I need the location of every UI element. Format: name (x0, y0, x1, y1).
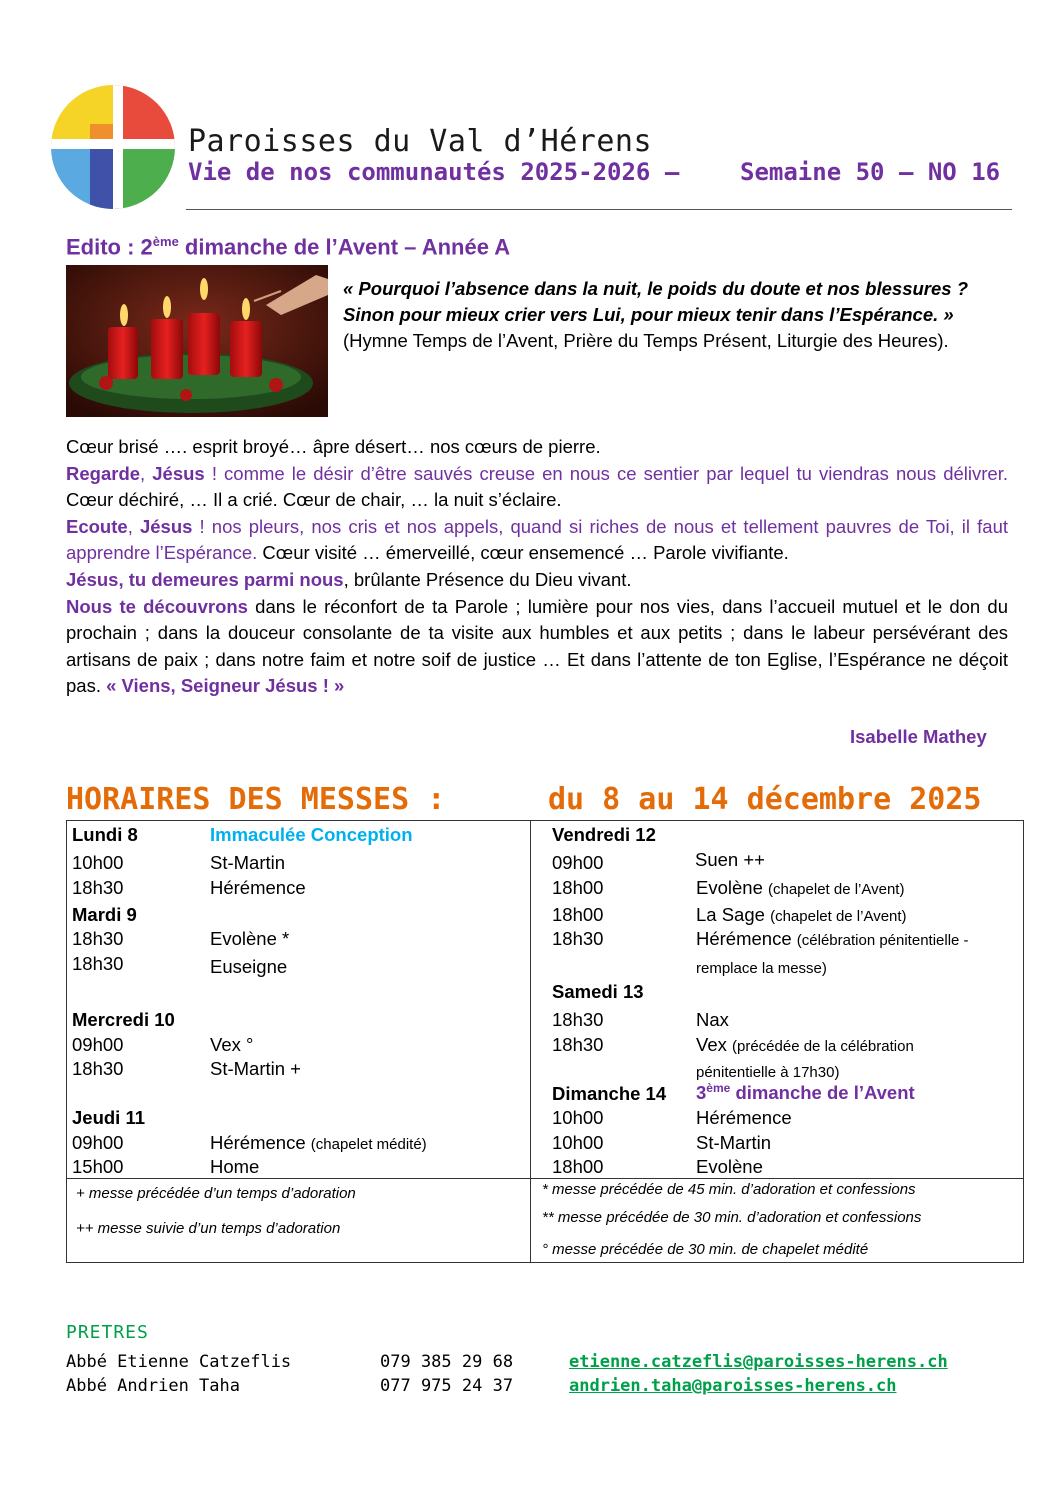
mass-row: 09h00 (552, 852, 604, 873)
mass-row: 18h30 (72, 953, 124, 974)
priest-email-link[interactable]: andrien.taha@paroisses-herens.ch (569, 1376, 897, 1396)
edito-paragraph: Jésus, tu demeures parmi nous, brûlante Présence du Dieu vivant. (66, 568, 632, 590)
bulletin-subtitle: Vie de nos communautés 2025-2026 – (188, 158, 680, 186)
feast-avent: 3ème dimanche de l’Avent (696, 1081, 915, 1104)
day-samedi: Samedi 13 (552, 981, 644, 1002)
mass-row: 18h30 (552, 928, 604, 949)
mass-row: 10h00 (552, 1107, 604, 1128)
mass-place: Evolène (chapelet de l’Avent) (696, 877, 905, 898)
priests-title: PRETRES (66, 1322, 149, 1343)
day-dimanche: Dimanche 14 (552, 1083, 667, 1104)
mass-note: pénitentielle à 17h30) (696, 1064, 840, 1081)
priest-phone[interactable]: 079 385 29 68 (380, 1352, 514, 1372)
day-lundi: Lundi 8 (72, 824, 138, 845)
mass-schedule-dates: du 8 au 14 décembre 2025 (548, 782, 982, 817)
note-plus: + messe précédée d’un temps d’adoration (76, 1185, 356, 1202)
edito-quote (343, 276, 1008, 354)
note-degree: ° messe précédée de 30 min. de chapelet médité (542, 1241, 869, 1258)
priest-phone[interactable]: 077 975 24 37 (380, 1376, 514, 1396)
day-jeudi: Jeudi 11 (72, 1107, 146, 1128)
schedule-column-divider (530, 820, 531, 1263)
mass-place: St-Martin + (210, 1058, 301, 1079)
mass-place: Hérémence (chapelet médité) (210, 1132, 427, 1153)
note-starstar: ** messe précédée de 30 min. d’adoration et confessions (542, 1209, 922, 1226)
mass-place: Suen ++ (695, 849, 765, 870)
priest-email-link[interactable]: etienne.catzeflis@paroisses-herens.ch (569, 1352, 948, 1372)
mass-row: 18h30 (552, 1034, 604, 1055)
mass-place: Evolène (696, 1156, 763, 1177)
mass-row: 18h00 (552, 877, 604, 898)
mass-place: Home (210, 1156, 260, 1177)
mass-row: 09h00 (72, 1132, 124, 1153)
mass-row: 18h30 (552, 1009, 604, 1030)
edito-paragraph: Ecoute, Jésus ! nos pleurs, nos cris et nos appels, quand si riches de nous et tellement pauvres de Toi, il faut apprendre l’Espérance. Cœur visité … émerveillé, cœur ensemencé … Parole vivifiante. (66, 515, 1009, 564)
mass-place: St-Martin (696, 1132, 772, 1153)
mass-row: 09h00 (72, 1034, 124, 1055)
mass-row: 18h00 (552, 904, 604, 925)
mass-place: St-Martin (210, 852, 286, 873)
mass-row: 18h30 (72, 877, 124, 898)
mass-place: Euseigne (210, 956, 288, 977)
mass-note: remplace la messe) (696, 960, 827, 977)
mass-place: Hérémence (célébration pénitentielle - (696, 928, 969, 949)
parish-title: Paroisses du Val d’Hérens (188, 124, 653, 159)
day-mardi: Mardi 9 (72, 904, 137, 925)
mass-place: Vex ° (210, 1034, 254, 1055)
week-label: Semaine 50 – (740, 158, 928, 186)
quote-source: (Hymne Temps de l’Avent, Prière du Temps Présent, Liturgie des Heures). (343, 330, 949, 351)
parish-cross-logo-icon (50, 84, 176, 210)
quote-line-1: « Pourquoi l’absence dans la nuit, le poids du doute et nos blessures ? (343, 278, 968, 299)
issue-number: NO 16 (927, 158, 1001, 186)
edito-signature: Isabelle Mathey (850, 726, 987, 747)
edito-title: Edito : 2ème dimanche de l’Avent – Année A (66, 234, 511, 260)
mass-place: Hérémence (210, 877, 306, 898)
priest-name: Abbé Andrien Taha (66, 1376, 240, 1396)
note-plusplus: ++ messe suivie d’un temps d’adoration (76, 1220, 341, 1237)
mass-row: 10h00 (552, 1132, 604, 1153)
mass-place: Evolène * (210, 928, 290, 949)
mass-place: La Sage (chapelet de l’Avent) (696, 904, 907, 925)
header-divider (186, 209, 1012, 210)
schedule-notes-divider (66, 1178, 1024, 1179)
note-star: * messe précédée de 45 min. d’adoration et confessions (542, 1181, 916, 1198)
edito-paragraph: Regarde, Jésus ! comme le désir d’être sauvés creuse en nous ce sentier par lequel tu viendras nous délivrer. Cœur déchiré, … Il a crié. Cœur de chair, … la nuit s’éclaire. (66, 462, 1008, 511)
mass-place: Vex (précédée de la célébration (696, 1034, 914, 1055)
mass-schedule-title: HORAIRES DES MESSES : (66, 782, 446, 817)
mass-row: 15h00 (72, 1156, 124, 1177)
day-mercredi: Mercredi 10 (72, 1009, 175, 1030)
mass-place: Nax (696, 1009, 729, 1030)
edito-paragraph: Cœur brisé …. esprit broyé… âpre désert… nos cœurs de pierre. (66, 436, 601, 457)
quote-line-2: Sinon pour mieux crier vers Lui, pour mieux tenir dans l’Espérance. » (343, 304, 954, 325)
mass-row: 18h00 (552, 1156, 604, 1177)
mass-place: Hérémence (696, 1107, 792, 1128)
mass-row: 18h30 (72, 1058, 124, 1079)
advent-wreath-candles-image (66, 265, 328, 417)
week-number (740, 158, 1000, 186)
priest-name: Abbé Etienne Catzeflis (66, 1352, 292, 1372)
edito-paragraph: Nous te découvrons dans le réconfort de ta Parole ; lumière pour nos vies, dans l’accueil mutuel et le don du prochain ; dans la douceur consolante de ta visite aux humbles et aux petits ; dans le labeur persévérant des artisans de paix ; dans notre faim et notre soif de justice … Et dans l’attente de ton Eglise, l’Espérance ne déçoit pas. « Viens, Seigneur Jésus ! » (66, 595, 1009, 697)
day-vendredi: Vendredi 12 (552, 824, 656, 845)
edito-body (66, 434, 1008, 700)
mass-row: 10h00 (72, 852, 124, 873)
mass-row: 18h30 (72, 928, 124, 949)
feast-immaculee: Immaculée Conception (210, 824, 413, 845)
